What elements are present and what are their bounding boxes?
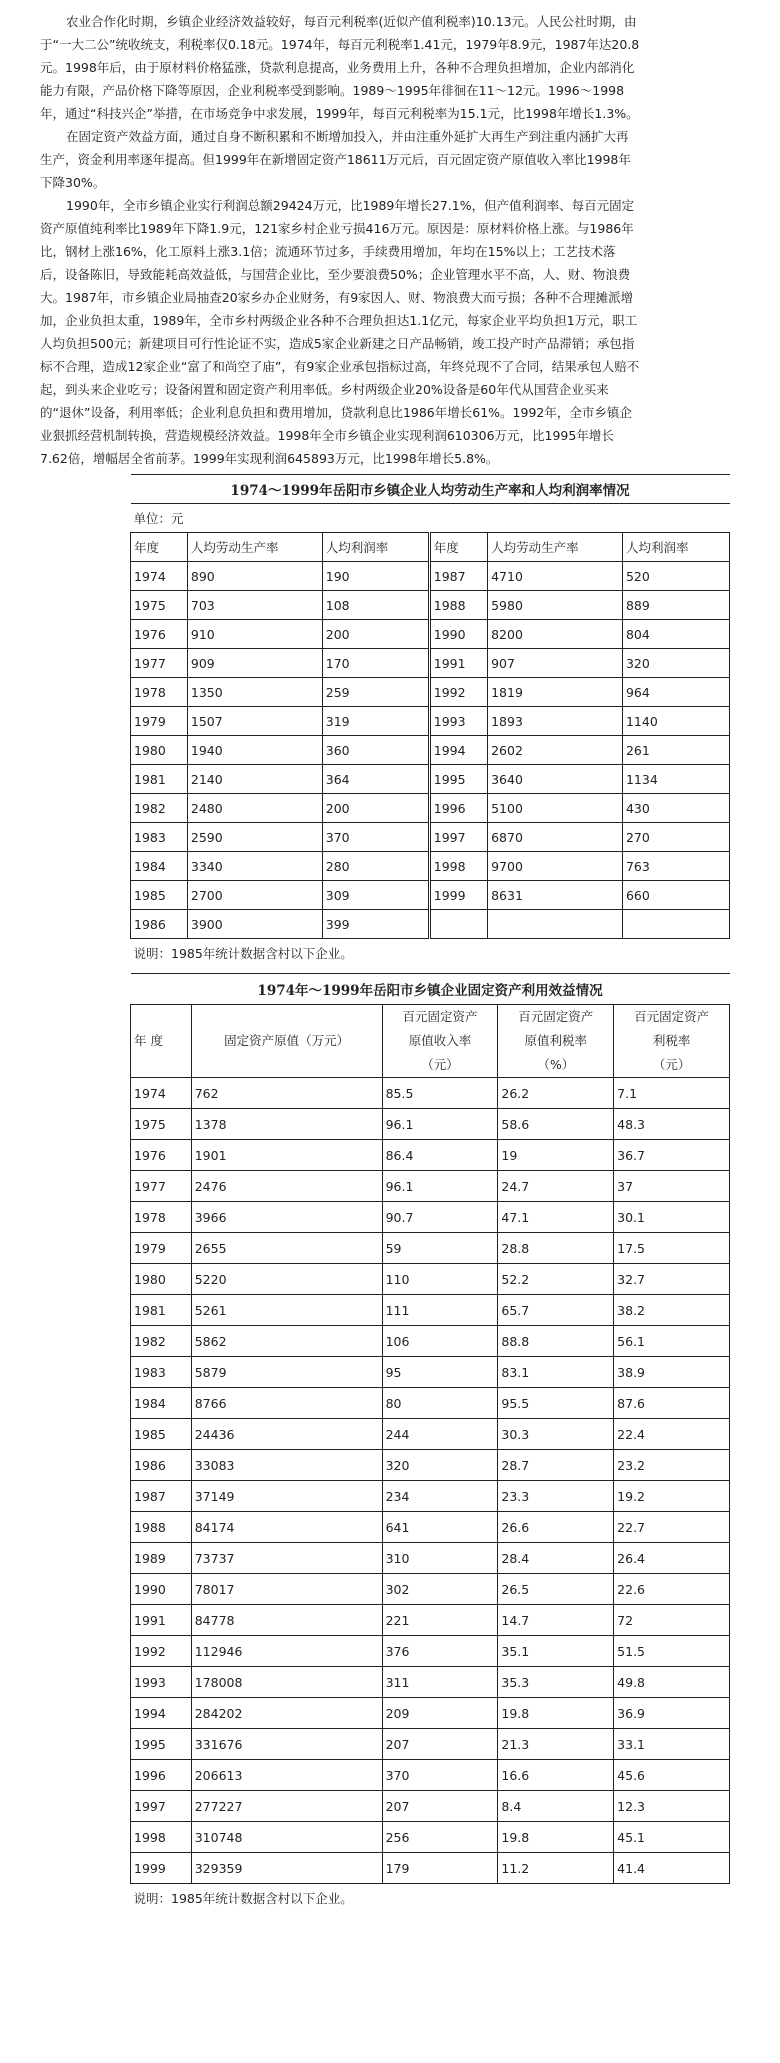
table-cell: 1998 [429, 852, 487, 881]
table-cell: 1987 [131, 1481, 192, 1512]
table-row [131, 1605, 730, 1636]
table-cell: 1976 [131, 620, 188, 649]
table-row [131, 1171, 730, 1202]
table-cell: 35.3 [498, 1667, 614, 1698]
table-cell: 1975 [131, 1109, 192, 1140]
table-cell: 47.1 [498, 1202, 614, 1233]
table-cell: 19 [498, 1140, 614, 1171]
table-row [131, 1233, 730, 1264]
table-cell: 96.1 [382, 1109, 498, 1140]
table-row [131, 1543, 730, 1574]
table-row [131, 1667, 730, 1698]
table-cell: 6870 [488, 823, 623, 852]
table-row [131, 1109, 730, 1140]
table-cell: 22.6 [614, 1574, 730, 1605]
table-cell: 14.7 [498, 1605, 614, 1636]
table-row [131, 1481, 730, 1512]
table-cell: 1977 [131, 1171, 192, 1202]
table-cell: 4710 [488, 562, 623, 591]
table-cell: 38.9 [614, 1357, 730, 1388]
table-cell: 5862 [191, 1326, 382, 1357]
table-row [131, 1853, 730, 1884]
table-cell [622, 910, 729, 939]
table-cell: 7.1 [614, 1078, 730, 1109]
table2-header-income-rate [382, 1005, 498, 1078]
table-cell: 190 [322, 562, 429, 591]
table-cell: 331676 [191, 1729, 382, 1760]
table-cell: 28.8 [498, 1233, 614, 1264]
table-cell: 17.5 [614, 1233, 730, 1264]
table-cell: 284202 [191, 1698, 382, 1729]
table-cell: 1984 [131, 852, 188, 881]
table-cell: 1140 [622, 707, 729, 736]
table-cell: 32.7 [614, 1264, 730, 1295]
table-row [131, 852, 730, 881]
table-cell: 1996 [429, 794, 487, 823]
table-cell: 5100 [488, 794, 623, 823]
table-cell: 256 [382, 1822, 498, 1853]
table-cell: 1987 [429, 562, 487, 591]
table-cell: 364 [322, 765, 429, 794]
table2-note: 说明：1985年统计数据含村以下企业。 [131, 1884, 730, 1913]
table-cell: 1986 [131, 1450, 192, 1481]
table-cell: 1978 [131, 1202, 192, 1233]
table-cell: 1990 [429, 620, 487, 649]
table-cell: 1989 [131, 1543, 192, 1574]
table-cell: 221 [382, 1605, 498, 1636]
table-cell: 320 [622, 649, 729, 678]
table-cell: 36.9 [614, 1698, 730, 1729]
table-row [131, 678, 730, 707]
table-cell: 302 [382, 1574, 498, 1605]
table-cell: 1980 [131, 1264, 192, 1295]
table-row [131, 1760, 730, 1791]
table-cell: 261 [622, 736, 729, 765]
table-cell: 244 [382, 1419, 498, 1450]
table-cell: 520 [622, 562, 729, 591]
table-cell: 1901 [191, 1140, 382, 1171]
table-cell: 1893 [488, 707, 623, 736]
table-cell: 108 [322, 591, 429, 620]
table-cell: 1350 [187, 678, 322, 707]
labor-productivity-table [130, 474, 730, 967]
table-cell: 73737 [191, 1543, 382, 1574]
table-cell [488, 910, 623, 939]
table-cell: 763 [622, 852, 729, 881]
table-cell: 1984 [131, 1388, 192, 1419]
table-cell: 95 [382, 1357, 498, 1388]
table-cell: 1988 [429, 591, 487, 620]
table1-header-row [131, 533, 730, 562]
table-cell: 5261 [191, 1295, 382, 1326]
table-cell: 311 [382, 1667, 498, 1698]
table-cell: 179 [382, 1853, 498, 1884]
table-cell: 72 [614, 1605, 730, 1636]
table-cell: 329359 [191, 1853, 382, 1884]
table-row [131, 1357, 730, 1388]
table-cell: 22.4 [614, 1419, 730, 1450]
table-cell: 319 [322, 707, 429, 736]
table-cell: 360 [322, 736, 429, 765]
table1-note: 说明：1985年统计数据含村以下企业。 [131, 939, 730, 968]
table-cell: 1982 [131, 1326, 192, 1357]
table-cell: 52.2 [498, 1264, 614, 1295]
table-cell: 889 [622, 591, 729, 620]
table-cell: 1988 [131, 1512, 192, 1543]
table-cell: 270 [622, 823, 729, 852]
table-cell: 23.3 [498, 1481, 614, 1512]
table-cell: 87.6 [614, 1388, 730, 1419]
table-cell: 370 [322, 823, 429, 852]
table-cell: 19.2 [614, 1481, 730, 1512]
table-row [131, 881, 730, 910]
table-row [131, 1574, 730, 1605]
table-cell: 1993 [131, 1667, 192, 1698]
table-cell: 660 [622, 881, 729, 910]
table-cell: 1997 [429, 823, 487, 852]
table-row [131, 562, 730, 591]
table-row [131, 1295, 730, 1326]
table1-header-cell: 年度 [131, 533, 188, 562]
table-cell: 1986 [131, 910, 188, 939]
table-cell: 1940 [187, 736, 322, 765]
table-cell: 1991 [131, 1605, 192, 1636]
header-line: 百元固定资产 [402, 1009, 478, 1024]
table2-body [131, 1078, 730, 1884]
table2-title: 1974年～1999年岳阳市乡镇企业固定资产利用效益情况 [131, 974, 730, 1005]
table-row [131, 1202, 730, 1233]
table-cell: 95.5 [498, 1388, 614, 1419]
table-cell: 1134 [622, 765, 729, 794]
table1-header-cell: 人均劳动生产率 [187, 533, 322, 562]
table-cell: 2480 [187, 794, 322, 823]
table-cell: 86.4 [382, 1140, 498, 1171]
paragraph-3: 1990年，全市乡镇企业实行利润总额29424万元，比1989年增长27.1%，但产值利润率、每百元固定资产原值纯利率比1989年下降1.9元，121家乡村企业亏损416万元。原因是：原材料价格上涨。与1986年比，钢材上涨16%，化工原料上涨3.1倍；流通环节过多，手续费用增加，年均在15%以上；工艺技术落后，设备陈旧，导致能耗高效益低，与国营企业比，至少要浪费50%；企业管理水平不高，人、财、物浪费大。1987年，市乡镇企业局抽查20家乡办企业财务，有9家因人、财、物浪费大而亏损；各种不合理摊派增加，企业负担太重，1989年，全市乡村两级企业各种不合理负担达1.1亿元，每家企业平均负担1万元，职工人均负担500元；新建项目可行性论证不实，造成5家企业新建之日产品畅销，竣工投产时产品滞销；承包指标不合理，造成12家企业“富了和尚空了庙”，有9家企业承包指标过高，年终兑现不了合同，结果承包人赔不起，到头来企业吃亏；设备闲置和固定资产利用率低。乡村两级企业20%设备是60年代从国营企业买来的“退休”设备，利用率低；企业利息负担和费用增加，贷款利息比1986年增长61%。1992年，全市乡镇企业狠抓经营机制转换，营造规模经济效益。1998年全市乡镇企业实现利润610306万元，比1995年增长7.62倍，增幅居全省前茅。1999年实现利润645893万元，比1998年增长5.8%。 [40, 198, 640, 466]
table-cell: 8.4 [498, 1791, 614, 1822]
table-row [131, 1698, 730, 1729]
table-cell: 8631 [488, 881, 623, 910]
table-cell: 1978 [131, 678, 188, 707]
table-cell: 1995 [429, 765, 487, 794]
table-cell: 2590 [187, 823, 322, 852]
table-row [131, 620, 730, 649]
table-row [131, 1140, 730, 1171]
table-cell: 35.1 [498, 1636, 614, 1667]
table-cell: 5980 [488, 591, 623, 620]
table-cell: 1507 [187, 707, 322, 736]
table-cell: 2602 [488, 736, 623, 765]
table-cell: 3340 [187, 852, 322, 881]
table-cell: 1378 [191, 1109, 382, 1140]
table2-header-row [131, 1005, 730, 1078]
table1-unit: 单位：元 [131, 504, 730, 533]
table-cell: 45.6 [614, 1760, 730, 1791]
table-row [131, 1450, 730, 1481]
header-line: 百元固定资产 [634, 1009, 710, 1024]
table-cell: 1976 [131, 1140, 192, 1171]
table1-header-cell: 年度 [429, 533, 487, 562]
table-cell: 1977 [131, 649, 188, 678]
table-cell: 59 [382, 1233, 498, 1264]
table-cell: 24.7 [498, 1171, 614, 1202]
table-row [131, 1791, 730, 1822]
table-cell: 1995 [131, 1729, 192, 1760]
table-cell: 111 [382, 1295, 498, 1326]
table-row [131, 823, 730, 852]
table-cell: 910 [187, 620, 322, 649]
table-cell: 259 [322, 678, 429, 707]
table-cell: 1981 [131, 765, 188, 794]
table1-header-cell: 人均劳动生产率 [488, 533, 623, 562]
table-cell: 11.2 [498, 1853, 614, 1884]
table-cell: 83.1 [498, 1357, 614, 1388]
table-cell: 1992 [429, 678, 487, 707]
table-row [131, 1729, 730, 1760]
table-cell: 234 [382, 1481, 498, 1512]
table-row [131, 1419, 730, 1450]
table-row [131, 1264, 730, 1295]
header-line: （元） [652, 1057, 691, 1072]
table-cell: 703 [187, 591, 322, 620]
table-cell: 2140 [187, 765, 322, 794]
table-row [131, 1636, 730, 1667]
table-cell: 178008 [191, 1667, 382, 1698]
table-cell: 1985 [131, 1419, 192, 1450]
table-cell: 909 [187, 649, 322, 678]
table-cell: 85.5 [382, 1078, 498, 1109]
table-cell: 1819 [488, 678, 623, 707]
table-cell: 1981 [131, 1295, 192, 1326]
table-row [131, 707, 730, 736]
table-row [131, 1822, 730, 1853]
table-cell: 206613 [191, 1760, 382, 1791]
table-cell: 48.3 [614, 1109, 730, 1140]
paragraph-1: 农业合作化时期，乡镇企业经济效益较好，每百元利税率(近似产值利税率)10.13元。人民公社时期，由于“一大二公”统收统支，利税率仅0.18元。1974年，每百元利税率1.41元，1979年8.9元，1987年达20.8元。1998年后，由于原材料价格猛涨，贷款利息提高，业务费用上升，各种不合理负担增加，企业内部消化能力有限，产品价格下降等原因，企业利税率受到影响。1989～1995年徘徊在11～12元。1996～1998年，通过“科技兴企”举措，在市场竞争中求发展，1999年，每百元利税率为15.1元，比1998年增长1.3%。 [40, 14, 640, 121]
fixed-assets-table [130, 973, 730, 1912]
table-cell: 1979 [131, 1233, 192, 1264]
table-cell: 170 [322, 649, 429, 678]
table-cell: 280 [322, 852, 429, 881]
table-row [131, 794, 730, 823]
table-cell: 45.1 [614, 1822, 730, 1853]
table-cell: 65.7 [498, 1295, 614, 1326]
table-cell: 112946 [191, 1636, 382, 1667]
table-cell: 320 [382, 1450, 498, 1481]
table-cell: 26.4 [614, 1543, 730, 1574]
table-cell: 3640 [488, 765, 623, 794]
table-cell: 762 [191, 1078, 382, 1109]
table-cell: 1996 [131, 1760, 192, 1791]
table-cell: 41.4 [614, 1853, 730, 1884]
table-cell: 56.1 [614, 1326, 730, 1357]
table-cell: 1998 [131, 1822, 192, 1853]
table-row [131, 910, 730, 939]
table-row [131, 736, 730, 765]
table-cell: 106 [382, 1326, 498, 1357]
table-cell: 1994 [429, 736, 487, 765]
table-row [131, 765, 730, 794]
table-cell: 1991 [429, 649, 487, 678]
table-cell: 88.8 [498, 1326, 614, 1357]
table-cell: 200 [322, 794, 429, 823]
table-cell: 5220 [191, 1264, 382, 1295]
table-cell: 5879 [191, 1357, 382, 1388]
table-cell: 2476 [191, 1171, 382, 1202]
table-cell: 309 [322, 881, 429, 910]
table-cell: 24436 [191, 1419, 382, 1450]
table-cell: 207 [382, 1791, 498, 1822]
table-row [131, 591, 730, 620]
table-row [131, 649, 730, 678]
table-row [131, 1388, 730, 1419]
table-cell: 1974 [131, 562, 188, 591]
table-cell: 399 [322, 910, 429, 939]
table-cell: 310748 [191, 1822, 382, 1853]
table-cell: 1975 [131, 591, 188, 620]
table-cell: 376 [382, 1636, 498, 1667]
table-cell: 9700 [488, 852, 623, 881]
article-text [0, 10, 640, 470]
table-cell: 207 [382, 1729, 498, 1760]
table-cell: 890 [187, 562, 322, 591]
header-line: （%） [537, 1057, 575, 1072]
table-cell: 49.8 [614, 1667, 730, 1698]
table-cell: 1982 [131, 794, 188, 823]
table-cell: 1997 [131, 1791, 192, 1822]
table-cell: 84778 [191, 1605, 382, 1636]
table-cell: 200 [322, 620, 429, 649]
table-cell: 804 [622, 620, 729, 649]
table-cell: 28.4 [498, 1543, 614, 1574]
table-cell: 3966 [191, 1202, 382, 1233]
table-cell: 21.3 [498, 1729, 614, 1760]
table-cell: 8766 [191, 1388, 382, 1419]
table-cell: 430 [622, 794, 729, 823]
table-cell: 370 [382, 1760, 498, 1791]
table1-header-cell: 人均利润率 [622, 533, 729, 562]
table-cell: 30.3 [498, 1419, 614, 1450]
table-cell: 37149 [191, 1481, 382, 1512]
header-line: （元） [421, 1057, 459, 1072]
header-line: 利税率 [652, 1033, 691, 1048]
table-cell: 1983 [131, 823, 188, 852]
table-cell: 1974 [131, 1078, 192, 1109]
table-cell: 28.7 [498, 1450, 614, 1481]
table-cell: 33.1 [614, 1729, 730, 1760]
table-cell: 2655 [191, 1233, 382, 1264]
table-cell: 26.5 [498, 1574, 614, 1605]
table-cell: 23.2 [614, 1450, 730, 1481]
header-line: 原值收入率 [408, 1033, 472, 1048]
table-cell: 1983 [131, 1357, 192, 1388]
table-cell: 78017 [191, 1574, 382, 1605]
table-cell: 1992 [131, 1636, 192, 1667]
table-cell: 2700 [187, 881, 322, 910]
table2-header-profit-rate [498, 1005, 614, 1078]
table-cell: 1979 [131, 707, 188, 736]
table-cell: 84174 [191, 1512, 382, 1543]
table-cell: 1985 [131, 881, 188, 910]
table-cell: 19.8 [498, 1698, 614, 1729]
table-cell: 58.6 [498, 1109, 614, 1140]
table-cell: 1994 [131, 1698, 192, 1729]
table-cell [429, 910, 487, 939]
table-cell: 51.5 [614, 1636, 730, 1667]
table-row [131, 1078, 730, 1109]
table-cell: 90.7 [382, 1202, 498, 1233]
table-cell: 19.8 [498, 1822, 614, 1853]
table-cell: 26.2 [498, 1078, 614, 1109]
table-cell: 96.1 [382, 1171, 498, 1202]
table-cell: 38.2 [614, 1295, 730, 1326]
table2-header-tax-rate [614, 1005, 730, 1078]
table-cell: 80 [382, 1388, 498, 1419]
table-cell: 33083 [191, 1450, 382, 1481]
table-cell: 907 [488, 649, 623, 678]
table-cell: 12.3 [614, 1791, 730, 1822]
table-cell: 26.6 [498, 1512, 614, 1543]
table-cell: 1993 [429, 707, 487, 736]
table-cell: 277227 [191, 1791, 382, 1822]
table-cell: 209 [382, 1698, 498, 1729]
table-cell: 8200 [488, 620, 623, 649]
table-row [131, 1326, 730, 1357]
table1-title: 1974～1999年岳阳市乡镇企业人均劳动生产率和人均利润率情况 [131, 475, 730, 504]
table-row [131, 1512, 730, 1543]
table-cell: 1990 [131, 1574, 192, 1605]
table-cell: 310 [382, 1543, 498, 1574]
table-cell: 3900 [187, 910, 322, 939]
table-cell: 1999 [131, 1853, 192, 1884]
table-cell: 37 [614, 1171, 730, 1202]
table-cell: 22.7 [614, 1512, 730, 1543]
table-cell: 1999 [429, 881, 487, 910]
table-cell: 964 [622, 678, 729, 707]
table2-header-original-value: 固定资产原值（万元） [191, 1005, 382, 1078]
table-cell: 641 [382, 1512, 498, 1543]
header-line: 百元固定资产 [518, 1009, 594, 1024]
table2-header-year: 年 度 [131, 1005, 192, 1078]
table-cell: 110 [382, 1264, 498, 1295]
table-cell: 1980 [131, 736, 188, 765]
table1-header-cell: 人均利润率 [322, 533, 429, 562]
table-cell: 16.6 [498, 1760, 614, 1791]
paragraph-2: 在固定资产效益方面，通过自身不断积累和不断增加投入，并由注重外延扩大再生产到注重内涵扩大再生产，资金利用率逐年提高。但1999年在新增固定资产18611万元后，百元固定资产原值收入率比1998年下降30%。 [40, 129, 631, 190]
table1-body [131, 562, 730, 939]
header-line: 原值利税率 [524, 1033, 588, 1048]
table-cell: 30.1 [614, 1202, 730, 1233]
table-cell: 36.7 [614, 1140, 730, 1171]
